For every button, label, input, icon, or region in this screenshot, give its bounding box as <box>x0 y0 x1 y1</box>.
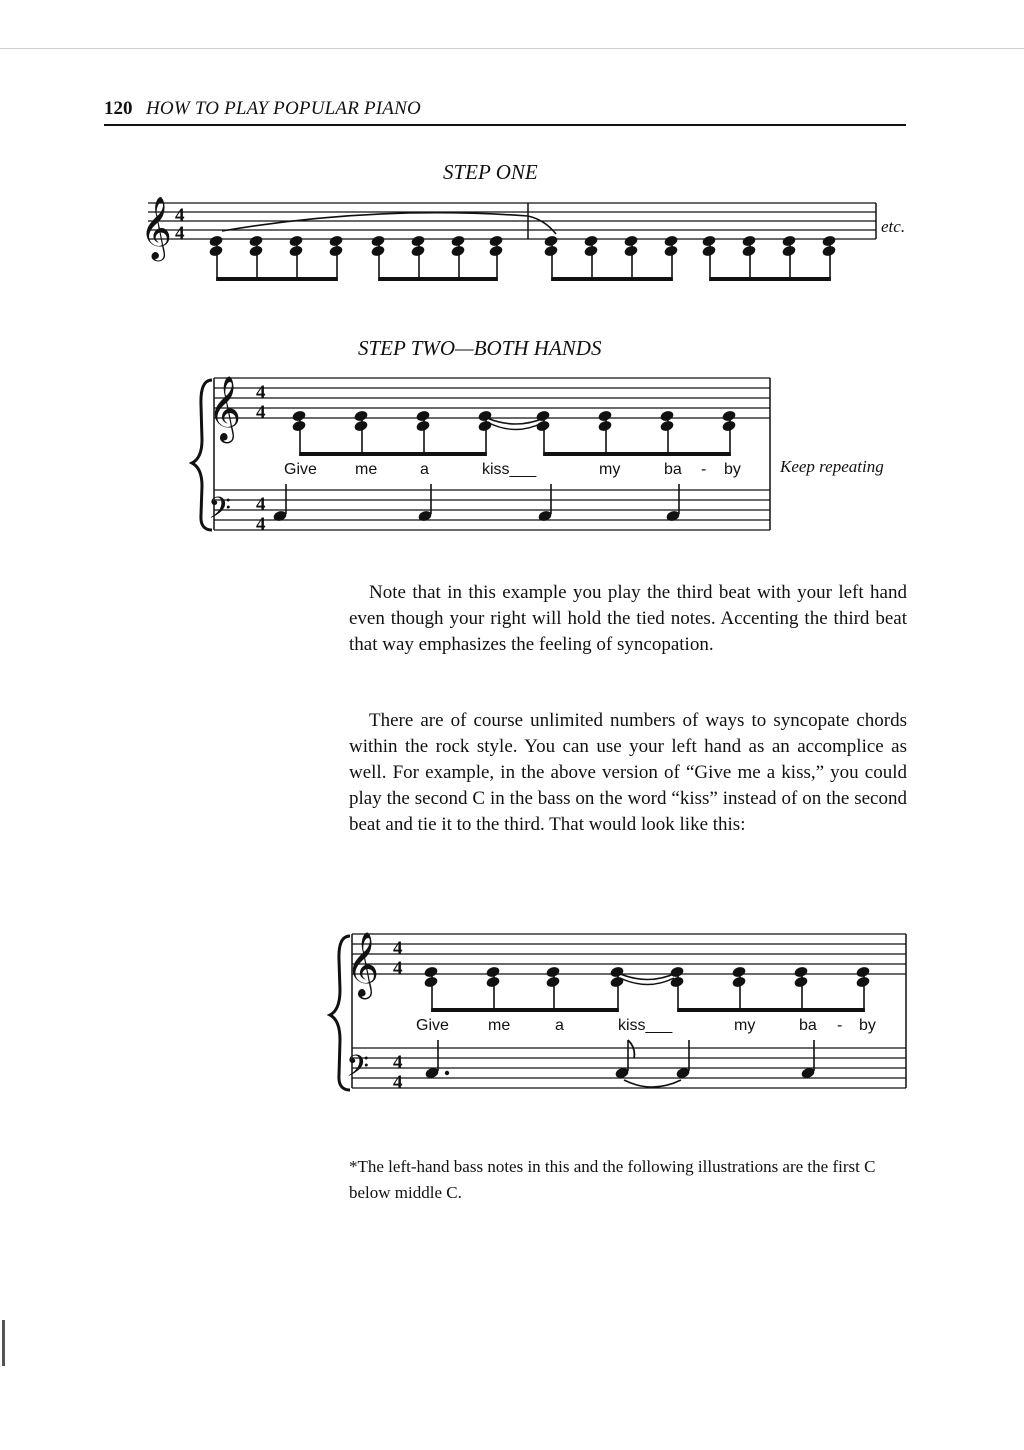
beam <box>551 277 673 281</box>
body-paragraph: There are of course unlimited numbers of ways to syncopate chords within the rock style. You can use your left hand as an accomplice as well. For example, in the above version of “Give me a kiss,” you could play the second C in the bass on the word “kiss” instead of on the second beat and tie it to the third. That would look like this: <box>349 710 907 835</box>
bass-syncopation-grand-staff <box>330 932 906 1093</box>
keep-repeating-annotation: Keep repeating <box>780 457 884 476</box>
chord-note <box>731 965 746 988</box>
time-signature-bottom: 4 <box>256 402 266 423</box>
chord-note <box>423 965 438 988</box>
lyric-syllable: a <box>555 1017 564 1034</box>
dot <box>445 1071 449 1075</box>
beam <box>216 277 338 281</box>
chord-note <box>721 409 736 432</box>
treble-clef-icon: 𝄞 <box>208 376 242 441</box>
step-two-heading: STEP TWO—BOTH HANDS <box>358 336 602 360</box>
step-two-grand-staff <box>192 376 884 535</box>
lyric-syllable: Give <box>284 461 317 478</box>
lyric-syllable: ba <box>664 461 682 478</box>
lyric-syllable: by <box>724 461 741 478</box>
time-signature-top: 4 <box>393 1052 403 1073</box>
chord-note <box>669 965 684 988</box>
etc-annotation: etc. <box>881 217 906 236</box>
chord-note <box>328 234 343 257</box>
chord-note <box>597 409 612 432</box>
treble-clef-icon: 𝄞 <box>346 932 380 997</box>
body-paragraph: Note that in this example you play the third beat with your left hand even though your right will hold the tied notes. Accenting the third beat that way emphasizes the feeling of syncopation. <box>349 582 907 655</box>
time-signature-bottom: 4 <box>393 958 403 979</box>
step-two-lyrics <box>284 461 741 478</box>
tie-arc <box>222 213 528 231</box>
beam <box>299 452 487 456</box>
lyric-syllable: my <box>599 461 621 478</box>
chord-note <box>415 409 430 432</box>
chord-note <box>793 965 808 988</box>
chord-note <box>485 965 500 988</box>
bass-line <box>424 1040 815 1087</box>
lyric-syllable: kiss___ <box>618 1017 673 1034</box>
beam <box>543 452 731 456</box>
chord-note <box>821 234 836 257</box>
chord-note <box>741 234 756 257</box>
chord-note <box>248 234 263 257</box>
step-one-heading: STEP ONE <box>443 160 538 184</box>
time-signature-bottom: 4 <box>256 514 266 535</box>
lyric-syllable: by <box>859 1017 876 1034</box>
chord-note <box>543 234 558 257</box>
lyric-syllable: - <box>701 461 707 478</box>
bass-clef-icon: 𝄢 <box>208 492 232 533</box>
bass-clef-icon: 𝄢 <box>346 1050 370 1091</box>
time-signature-bottom: 4 <box>393 1072 403 1093</box>
page-number: 120 <box>104 98 133 119</box>
tie-arc <box>487 418 544 424</box>
chord-note <box>623 234 638 257</box>
time-signature-bottom: 4 <box>175 223 185 244</box>
chord-note <box>410 234 425 257</box>
chord-note <box>288 234 303 257</box>
lyric-syllable: me <box>355 461 378 478</box>
chord-note <box>545 965 560 988</box>
bass-syncopation-lyrics <box>416 1017 876 1034</box>
time-signature-top: 4 <box>393 938 403 959</box>
chord-note <box>855 965 870 988</box>
chord-note <box>291 409 306 432</box>
lyric-syllable: me <box>488 1017 511 1034</box>
tie-arc <box>528 216 556 234</box>
chord-note <box>370 234 385 257</box>
chord-note <box>583 234 598 257</box>
chord-note <box>208 234 223 257</box>
time-signature-top: 4 <box>256 494 266 515</box>
beam <box>431 1008 619 1012</box>
eighth-flag <box>628 1040 634 1058</box>
chord-note <box>353 409 368 432</box>
treble-clef-icon: 𝄞 <box>140 196 172 259</box>
chord-note <box>659 409 674 432</box>
chord-note <box>663 234 678 257</box>
step-one-staff <box>140 196 905 281</box>
time-signature-top: 4 <box>175 205 185 226</box>
footnote: *The left-hand bass notes in this and the following illustrations are the first C below middle C. <box>349 1157 876 1202</box>
chord-note <box>781 234 796 257</box>
lyric-syllable: - <box>837 1017 843 1034</box>
lyric-syllable: Give <box>416 1017 449 1034</box>
bass-tie-arc <box>624 1080 681 1087</box>
chord-note <box>701 234 716 257</box>
beam <box>378 277 498 281</box>
time-signature-top: 4 <box>256 382 266 403</box>
beam <box>677 1008 865 1012</box>
lyric-syllable: kiss___ <box>482 461 537 478</box>
chord-note <box>488 234 503 257</box>
lyric-syllable: my <box>734 1017 756 1034</box>
chord-note <box>450 234 465 257</box>
lyric-syllable: ba <box>799 1017 817 1034</box>
beam <box>709 277 831 281</box>
running-title: HOW TO PLAY POPULAR PIANO <box>146 98 421 119</box>
chord-note <box>609 965 624 988</box>
chord-note <box>477 409 492 432</box>
lyric-syllable: a <box>420 461 429 478</box>
